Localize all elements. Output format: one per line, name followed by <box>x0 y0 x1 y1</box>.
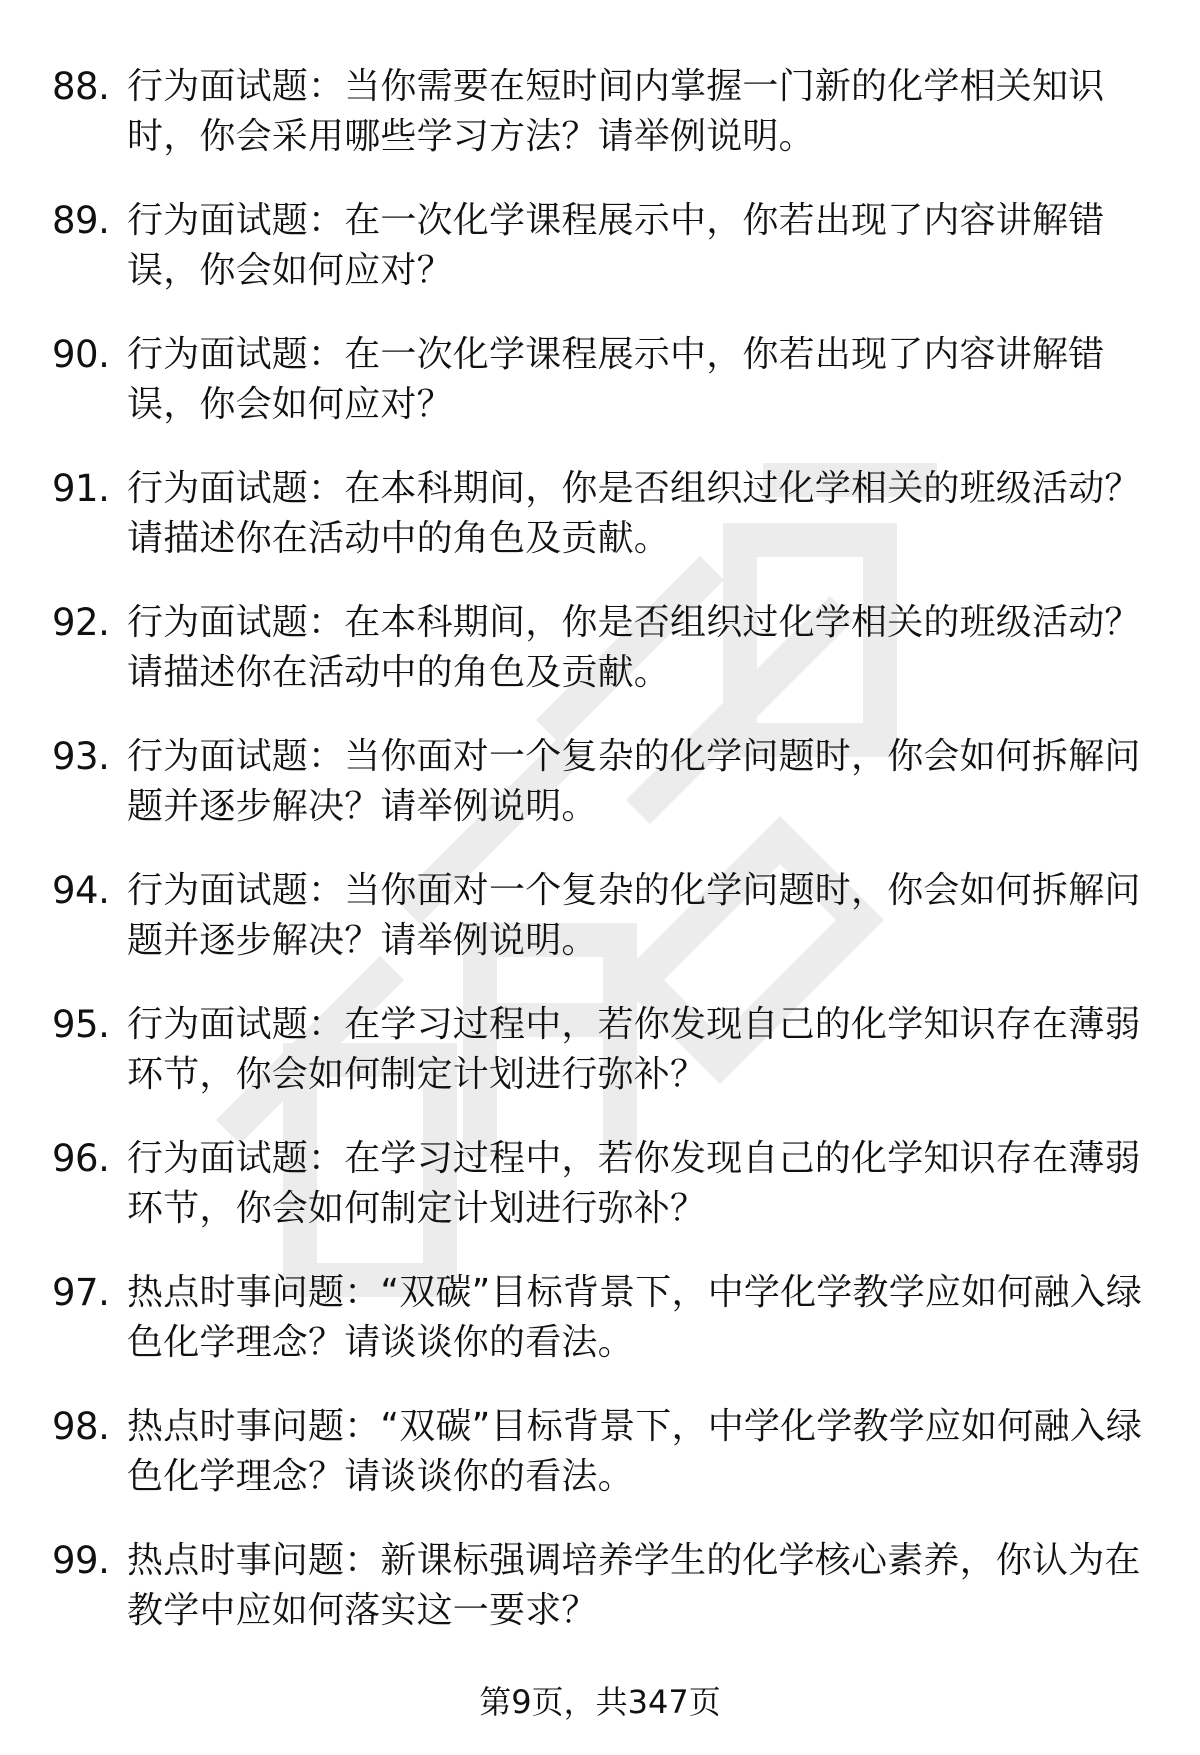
question-number: 91. <box>52 467 110 510</box>
question-item <box>0 598 1200 732</box>
question-text: 行为面试题：在学习过程中，若你发现自己的化学知识存在薄弱环节，你会如何制定计划进行弥补？ <box>127 1004 1141 1095</box>
question-text: 行为面试题：在学习过程中，若你发现自己的化学知识存在薄弱环节，你会如何制定计划进行弥补？ <box>127 1138 1141 1229</box>
question-number: 98. <box>52 1405 110 1448</box>
question-number: 94. <box>52 869 110 912</box>
question-number: 97. <box>52 1271 110 1314</box>
question-number: 95. <box>52 1003 110 1046</box>
question-item <box>0 1402 1200 1536</box>
question-text: 热点时事问题：新课标强调培养学生的化学核心素养，你认为在教学中应如何落实这一要求？ <box>127 1540 1141 1631</box>
page-footer: 第9页，共347页 <box>479 1683 721 1721</box>
question-text: 行为面试题：在本科期间，你是否组织过化学相关的班级活动？请描述你在活动中的角色及贡献。 <box>127 602 1141 693</box>
question-number: 88. <box>52 65 110 108</box>
question-text: 行为面试题：在一次化学课程展示中，你若出现了内容讲解错误，你会如何应对？ <box>127 334 1105 425</box>
question-text: 行为面试题：当你面对一个复杂的化学问题时，你会如何拆解问题并逐步解决？请举例说明。 <box>127 870 1141 961</box>
question-text: 行为面试题：在本科期间，你是否组织过化学相关的班级活动？请描述你在活动中的角色及贡献。 <box>127 468 1141 559</box>
question-item <box>0 1536 1200 1670</box>
question-item <box>0 196 1200 330</box>
question-number: 99. <box>52 1539 110 1582</box>
question-item <box>0 866 1200 1000</box>
question-item <box>0 1134 1200 1268</box>
question-text: 行为面试题：当你面对一个复杂的化学问题时，你会如何拆解问题并逐步解决？请举例说明。 <box>127 736 1141 827</box>
question-item <box>0 732 1200 866</box>
question-text: 行为面试题：在一次化学课程展示中，你若出现了内容讲解错误，你会如何应对？ <box>127 200 1105 291</box>
question-number: 92. <box>52 601 110 644</box>
question-number: 96. <box>52 1137 110 1180</box>
question-item <box>0 1268 1200 1402</box>
question-text: 热点时事问题：“双碳”目标背景下，中学化学教学应如何融入绿色化学理念？请谈谈你的看法。 <box>127 1272 1143 1363</box>
question-number: 93. <box>52 735 110 778</box>
question-item <box>0 330 1200 464</box>
question-item <box>0 62 1200 196</box>
question-number: 89. <box>52 199 110 242</box>
question-text: 热点时事问题：“双碳”目标背景下，中学化学教学应如何融入绿色化学理念？请谈谈你的看法。 <box>127 1406 1143 1497</box>
question-list <box>0 62 1200 1670</box>
question-number: 90. <box>52 333 110 376</box>
question-item <box>0 464 1200 598</box>
question-text: 行为面试题：当你需要在短时间内掌握一门新的化学相关知识时，你会采用哪些学习方法？请举例说明。 <box>127 66 1105 157</box>
question-item <box>0 1000 1200 1134</box>
